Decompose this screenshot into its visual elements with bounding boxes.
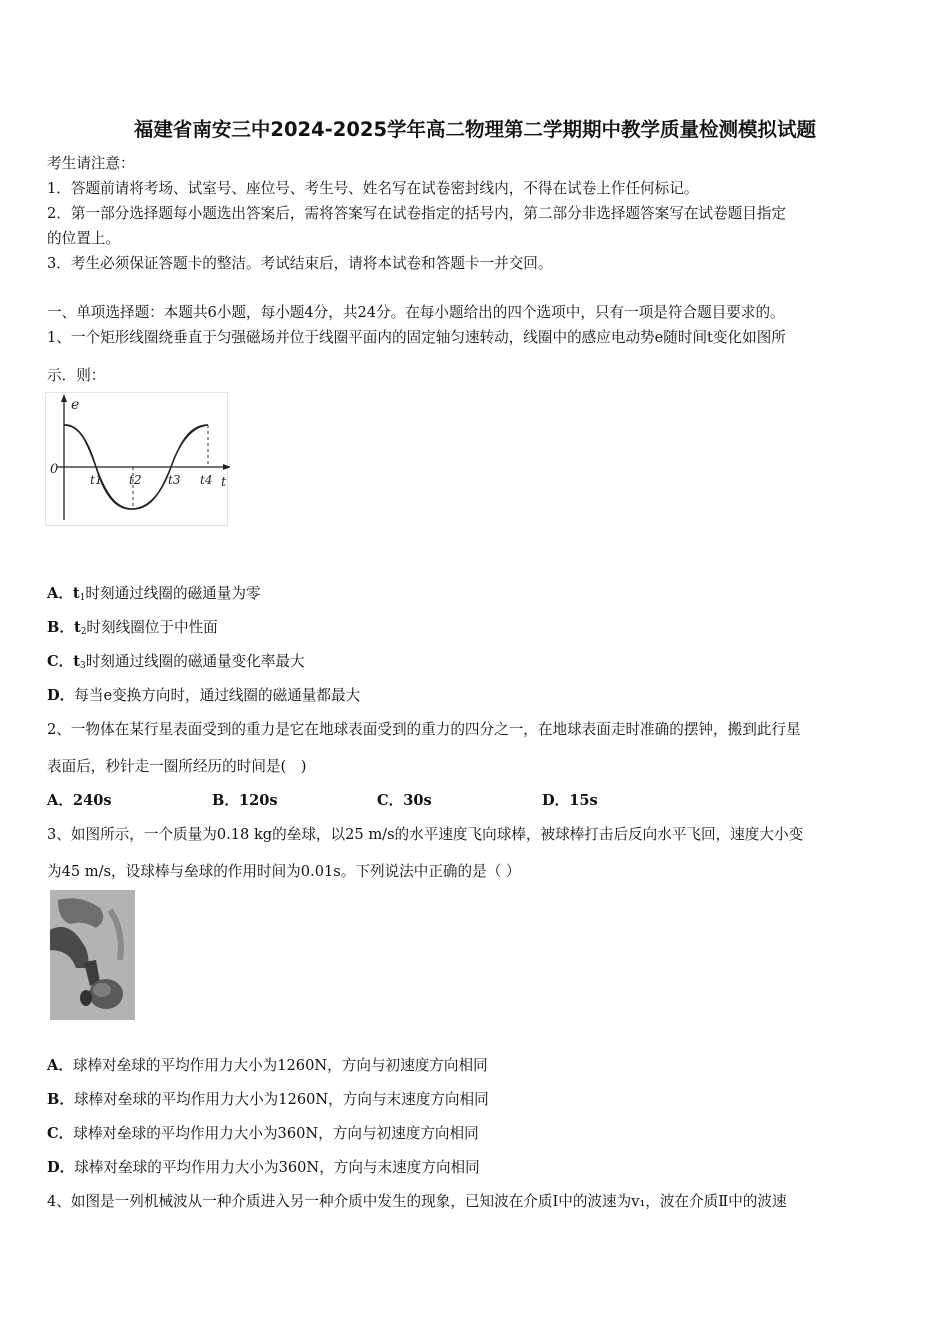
q2-stem-line1: 2、一物体在某行星表面受到的重力是它在地球表面受到的重力的四分之一，在地球表面走时准确的摆钟，搬到此行星 <box>47 721 801 738</box>
q1-option-d[interactable]: D．每当e变换方向时，通过线圈的磁通量都最大 <box>47 687 361 704</box>
q1-stem-line2: 示．则： <box>47 367 106 384</box>
tick-t3: t3 <box>168 473 181 487</box>
q3-option-a[interactable]: A．球棒对垒球的平均作用力大小为1260N，方向与初速度方向相同 <box>47 1057 488 1074</box>
tick-t2: t2 <box>129 473 142 487</box>
q3-option-c[interactable]: C．球棒对垒球的平均作用力大小为360N，方向与初速度方向相同 <box>47 1125 479 1142</box>
q2-stem-line2: 表面后，秒针走一圈所经历的时间是( ) <box>47 758 307 775</box>
notice-heading: 考生请注意： <box>47 155 135 172</box>
q3-stem-line1: 3、如图所示，一个质量为0.18 kg的垒球，以25 m/s的水平速度飞向球棒，被球棒打击后反向水平飞回，速度大小变 <box>47 826 804 843</box>
q3-option-b[interactable]: B．球棒对垒球的平均作用力大小为1260N，方向与末速度方向相同 <box>47 1091 489 1108</box>
notice-item-3: 3．考生必须保证答题卡的整洁。考试结束后，请将本试卷和答题卡一并交回。 <box>47 255 553 272</box>
tick-t4: t4 <box>200 473 213 487</box>
q4-stem-line1: 4、如图是一列机械波从一种介质进入另一种介质中发生的现象，已知波在介质Ⅰ中的波速为v₁，波在介质Ⅱ中的波速 <box>47 1193 787 1210</box>
section-heading: 一、单项选择题：本题共6小题，每小题4分，共24分。在每小题给出的四个选项中，只有一项是符合题目要求的。 <box>47 304 785 321</box>
notice-item-2: 2．第一部分选择题每小题选出答案后，需将答案写在试卷指定的括号内，第二部分非选择题答案写在试卷题目指定 <box>47 205 786 222</box>
q2-option-b[interactable]: B．120s <box>212 792 278 809</box>
q1-emf-graph <box>45 392 230 528</box>
q3-option-d[interactable]: D．球棒对垒球的平均作用力大小为360N，方向与末速度方向相同 <box>47 1159 480 1176</box>
q1-option-a[interactable]: A．$t_1$时刻通过线圈的磁通量为零 <box>47 585 261 603</box>
q2-option-d[interactable]: D．15s <box>542 792 598 809</box>
tick-t1: t1 <box>90 473 103 487</box>
y-axis-label: e <box>71 397 80 413</box>
page-title: 福建省南安三中2024-2025学年高二物理第二学期期中教学质量检测模拟试题 <box>133 118 817 141</box>
origin-label: 0 <box>50 462 59 477</box>
q1-stem-line1: 1、一个矩形线圈绕垂直于匀强磁场并位于线圈平面内的固定轴匀速转动，线圈中的感应电动势e随时间t变化如图所 <box>47 329 786 346</box>
q2-options <box>47 789 598 810</box>
x-axis-label: t <box>221 475 227 490</box>
q2-option-a[interactable]: A．240s <box>47 792 112 809</box>
q2-option-c[interactable]: C．30s <box>377 792 432 809</box>
q1-option-b[interactable]: B．$t_2$时刻线圈位于中性面 <box>47 619 218 637</box>
q3-bat-ball-photo <box>50 890 135 1020</box>
notice-item-1: 1．答题前请将考场、试室号、座位号、考生号、姓名写在试卷密封线内，不得在试卷上作任何标记。 <box>47 180 699 197</box>
q3-stem-line2: 为45 m/s，设球棒与垒球的作用时间为0.01s。下列说法中正确的是（ ） <box>47 863 521 880</box>
q1-option-c[interactable]: C．$t_3$时刻通过线圈的磁通量变化率最大 <box>47 653 305 671</box>
notice-item-2-cont: 的位置上。 <box>47 230 120 247</box>
